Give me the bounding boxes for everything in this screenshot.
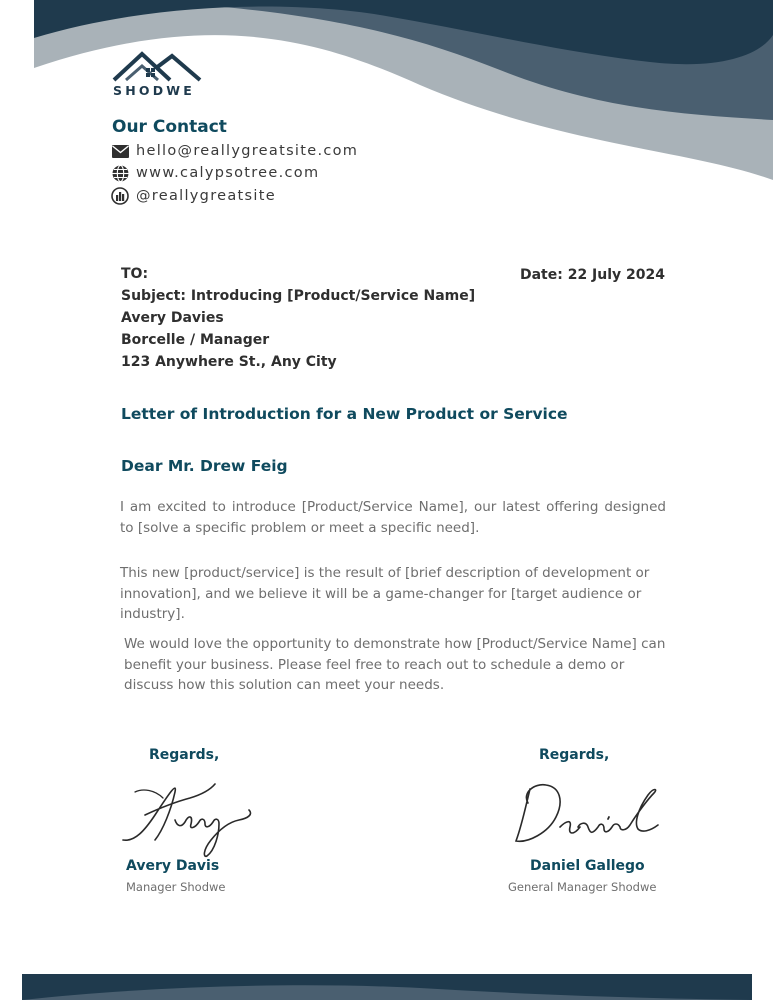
letter-greeting: Dear Mr. Drew Feig (121, 457, 288, 475)
letter-title: Letter of Introduction for a New Product or Service (121, 405, 568, 423)
to-label: TO: (121, 266, 149, 282)
envelope-icon (111, 142, 129, 160)
signer-role-right: General Manager Shodwe (508, 880, 657, 894)
signature-daniel (508, 775, 668, 855)
signature-avery (115, 770, 265, 860)
letter-subject: Subject: Introducing [Product/Service Name] (121, 288, 476, 304)
signer-name-right: Daniel Gallego (530, 858, 645, 874)
footer-band-decoration (0, 960, 773, 1000)
signer-name-left: Avery Davis (126, 858, 220, 874)
regards-right: Regards, (539, 747, 610, 763)
recipient-address: 123 Anywhere St., Any City (121, 354, 337, 370)
body-paragraph: This new [product/service] is the result of [brief description of development or innovation], and we believe it will be a game-changer for [target audience or industry]. (120, 565, 650, 622)
contact-website-row[interactable] (111, 163, 319, 183)
body-paragraph: I am excited to introduce [Product/Service Name], our latest offering designed to [solve a specific problem or meet a specific need]. (120, 499, 666, 536)
brand-logo (112, 50, 204, 98)
recipient-company: Borcelle / Manager (121, 332, 270, 348)
contact-heading: Our Contact (112, 117, 227, 137)
globe-icon (111, 164, 129, 182)
letter-date: Date: 22 July 2024 (519, 267, 665, 283)
signer-role-left: Manager Shodwe (126, 880, 226, 894)
regards-left: Regards, (149, 747, 220, 763)
contact-social-handle[interactable]: @reallygreatsite (136, 188, 276, 204)
body-paragraph: We would love the opportunity to demonstrate how [Product/Service Name] can benefit your business. Please feel free to reach out to schedule a demo or discuss how this solution can meet your needs. (124, 636, 666, 693)
social-icon (111, 187, 129, 205)
contact-social-row[interactable] (111, 186, 276, 206)
recipient-name: Avery Davies (121, 310, 224, 326)
house-roof-icon (112, 50, 204, 84)
contact-website[interactable]: www.calypsotree.com (136, 165, 320, 181)
brand-name: SHODWE (113, 83, 195, 98)
contact-email-row[interactable] (111, 141, 358, 161)
contact-email[interactable]: hello@reallygreatsite.com (136, 143, 359, 159)
